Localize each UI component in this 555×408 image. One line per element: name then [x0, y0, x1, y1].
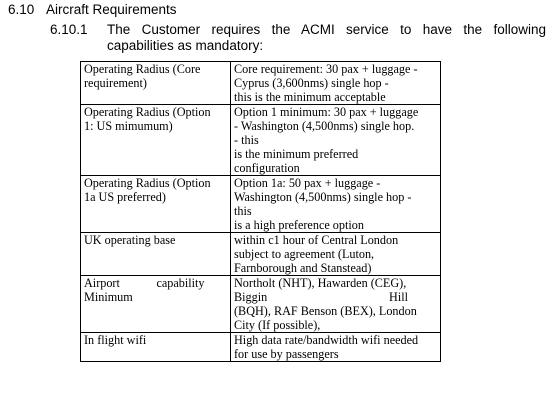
table-row — [81, 333, 441, 362]
requirement-label-line: Operating Radius (Option — [84, 176, 211, 190]
requirement-value-line: for use by passengers — [234, 347, 339, 361]
requirement-value-line: - this — [234, 133, 259, 147]
requirement-value-line: this is the minimum acceptable — [234, 90, 386, 104]
requirement-label-line: 1: US mimumum) — [84, 119, 173, 133]
requirement-value-line: configuration — [234, 161, 300, 175]
requirement-value-line: Farnborough and Stanstead) — [234, 261, 372, 275]
requirements-table — [80, 61, 441, 362]
requirement-label-cell — [81, 176, 231, 233]
table-row — [81, 233, 441, 276]
requirement-label-line: Airport capability — [84, 276, 205, 290]
requirement-value-line: Core requirement: 30 pax + luggage - — [234, 62, 418, 76]
requirement-value-line: Option 1 minimum: 30 pax + luggage — [234, 105, 419, 119]
requirements-table-body — [81, 62, 441, 362]
requirement-label-cell — [81, 233, 231, 276]
requirement-value-line: is a high preference option — [234, 218, 364, 232]
table-row — [81, 62, 441, 105]
table-row — [81, 276, 441, 333]
table-row — [81, 105, 441, 176]
requirement-label-cell — [81, 333, 231, 362]
requirement-value-line: subject to agreement (Luton, — [234, 247, 375, 261]
section-number: 6.10 — [8, 2, 35, 17]
requirement-label-line: UK operating base — [84, 233, 176, 247]
section-title: Aircraft Requirements — [46, 2, 177, 17]
requirement-label-line: In flight wifi — [84, 333, 147, 347]
requirement-value-line: Northolt (NHT), Hawarden (CEG), — [234, 276, 407, 290]
requirement-value-cell — [231, 333, 441, 362]
requirement-value-line: Washington (4,500nms) single hop - — [234, 190, 412, 204]
requirement-value-line: Cyprus (3,600nms) single hop - — [234, 76, 389, 90]
requirement-label-line: Operating Radius (Option — [84, 105, 211, 119]
requirement-label-line: Minimum — [84, 290, 133, 304]
requirement-value-line: High data rate/bandwidth wifi needed — [234, 333, 419, 347]
subsection-text-line-2: capabilities as mandatory: — [107, 38, 264, 53]
table-row — [81, 176, 441, 233]
requirement-value-line: Biggin Hill — [234, 290, 409, 304]
requirement-value-line: City (If possible), — [234, 318, 321, 332]
section-heading — [8, 2, 177, 18]
subsection-number: 6.10.1 — [50, 22, 88, 37]
requirement-label-line: requirement) — [84, 76, 147, 90]
requirement-value-line: within c1 hour of Central London — [234, 233, 399, 247]
requirement-label-line: Operating Radius (Core — [84, 62, 201, 76]
requirement-label-cell — [81, 276, 231, 333]
subsection-text-line-1: The Customer requires the ACMI service to have the following — [107, 22, 546, 37]
requirement-value-line: is the minimum preferred — [234, 147, 359, 161]
requirement-value-cell — [231, 276, 441, 333]
requirement-label-line: 1a US preferred) — [84, 190, 166, 204]
requirement-value-cell — [231, 105, 441, 176]
requirement-value-cell — [231, 233, 441, 276]
subsection-text — [107, 22, 546, 54]
requirement-value-cell — [231, 176, 441, 233]
requirement-value-cell — [231, 62, 441, 105]
requirement-value-line: - Washington (4,500nms) single hop. — [234, 119, 415, 133]
subsection-paragraph — [50, 22, 546, 54]
requirement-value-line: this — [234, 204, 252, 218]
requirement-label-cell — [81, 105, 231, 176]
requirement-value-line: Option 1a: 50 pax + luggage - — [234, 176, 381, 190]
requirement-label-cell — [81, 62, 231, 105]
requirement-value-line: (BQH), RAF Benson (BEX), London — [234, 304, 417, 318]
